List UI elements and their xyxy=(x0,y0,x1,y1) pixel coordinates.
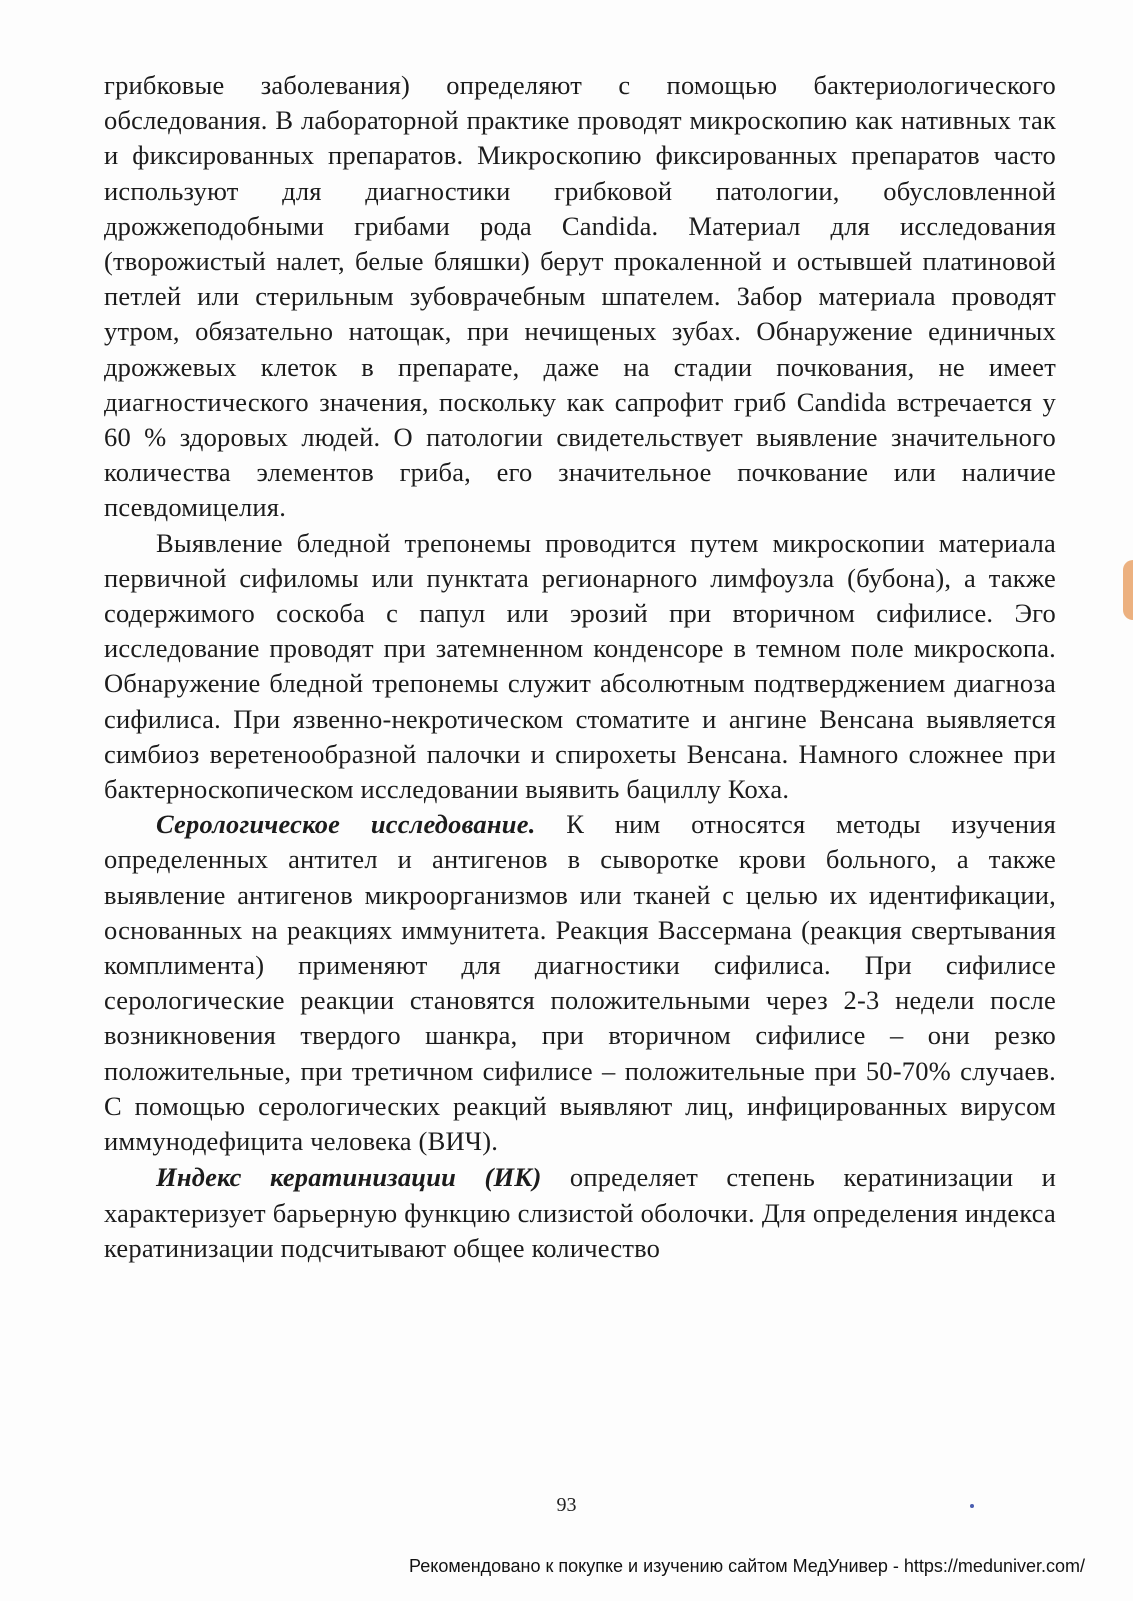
keratinization-text: определяет степень кератинизации и характеризует барьерную функцию слизистой оболочки. Для определения индекса кератинизации подсчитывают общее количество xyxy=(104,1162,1056,1263)
scan-speck xyxy=(970,1504,974,1508)
keratinization-heading: Индекс кератинизации (ИК) xyxy=(156,1162,542,1193)
paragraph-keratinization xyxy=(104,1160,1056,1266)
scan-edge-mark xyxy=(1123,560,1133,620)
serology-heading: Серологическое исследование. xyxy=(156,809,536,840)
page-number: 93 xyxy=(556,1494,577,1516)
body-text xyxy=(104,68,1056,1266)
paragraph-serology xyxy=(104,807,1056,1159)
footer-recommendation: Рекомендовано к покупке и изучению сайтом МедУнивер - https://meduniver.com/ xyxy=(409,1556,1085,1576)
paragraph-candida: грибковые заболевания) определяют с помощью бактериологического обследования. В лабораторной практике проводят микроскопию как нативных так и фиксированных препаратов. Микроскопию фиксированных препаратов часто используют для диагностики грибковой патологии, обусловленной дрожжеподобными грибами рода Candida. Материал для исследования (творожистый налет, белые бляшки) берут прокаленной и остывшей платиновой петлей или стерильным зубоврачебным шпателем. Забор материала проводят утром, обязательно натощак, при нечищеных зубах. Обнаружение единичных дрожжевых клеток в препарате, даже на стадии почкования, не имеет диагностического значения, поскольку как сапрофит гриб Candida встречается у 60 % здоровых людей. О патологии свидетельствует выявление значительного количества элементов гриба, его значительное почкование или наличие псевдомицелия. xyxy=(104,70,1056,523)
serology-text: К ним относятся методы изучения определенных антител и антигенов в сыворотке крови больного, а также выявление антигенов микроорганизмов или тканей с целью их идентификации, основанных на реакциях иммунитета. Реакция Вассермана (реакция свертывания комплимента) применяют для диагностики сифилиса. При сифилисе серологические реакции становятся положительными через 2-3 недели после возникновения твердого шанкра, при вторичном сифилисе – они резко положительные, при третичном сифилисе – положительные при 50-70% случаев. С помощью серологических реакций выявляют лиц, инфицированных вирусом иммунодефицита человека (ВИЧ). xyxy=(104,809,1056,1157)
paragraph-treponema: Выявление бледной трепонемы проводится путем микроскопии материала первичной сифиломы или пунктата регионарного лимфоузла (бубона), а также содержимого соскоба с папул или эрозий при вторичном сифилисе. Эго исследование проводят при затемненном конденсоре в темном поле микроскопа. Обнаружение бледной трепонемы служит абсолютным подтверджением диагноза сифилиса. При язвенно-некротическом стоматите и ангине Венсана выявляется симбиоз веретенообразной палочки и спирохеты Венсана. Намного сложнее при бактерноскопическом исследовании выявить бациллу Коха. xyxy=(104,527,1056,805)
